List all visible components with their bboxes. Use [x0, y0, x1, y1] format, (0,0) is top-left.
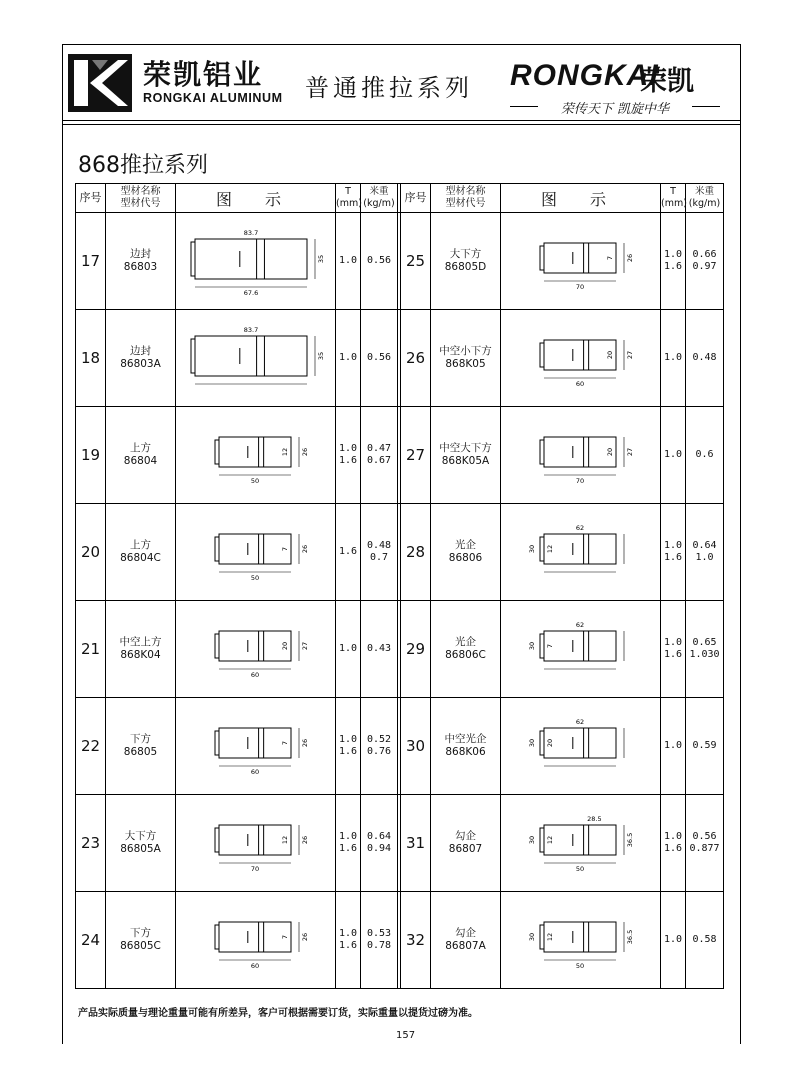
profile-name-cell — [431, 504, 501, 601]
dimension-label: 36.5 — [625, 832, 634, 848]
header-rule-2 — [62, 124, 741, 125]
profile-drawing — [506, 411, 656, 499]
profile-drawing — [506, 702, 656, 790]
weight-cell: 0.56 — [361, 213, 398, 310]
profile-drawing — [181, 702, 331, 790]
dimension-label: 20 — [280, 641, 289, 651]
table-row — [76, 698, 724, 795]
dimension-label: 62 — [575, 621, 584, 629]
dimension-label: 60 — [250, 962, 259, 970]
weight-cell: 0.43 — [361, 601, 398, 698]
header-top-rule — [62, 44, 741, 45]
col-thickness-2: T (mm) — [661, 184, 686, 213]
profile-name-cell — [431, 601, 501, 698]
profile-drawing — [181, 217, 331, 305]
col-thickness: T (mm) — [336, 184, 361, 213]
profile-code: 86806 — [448, 552, 483, 564]
profile-drawing-cell — [501, 795, 661, 892]
table-row — [76, 310, 724, 407]
dimension-label: 7 — [605, 255, 614, 261]
dimension-label: 7 — [545, 643, 554, 649]
thickness-cell: 1.0 — [661, 407, 686, 504]
dimension-label: 36.5 — [625, 929, 634, 945]
dimension-label: 70 — [575, 283, 584, 291]
dimension-label: 60 — [250, 671, 259, 679]
profile-lip — [191, 242, 195, 276]
thickness-cell: 1.0 1.6 — [661, 213, 686, 310]
dimension-label: 20 — [605, 350, 614, 360]
weight-cell: 0.53 0.78 — [361, 892, 398, 989]
profile-outline — [544, 534, 616, 564]
profile-code: 86803 — [123, 261, 158, 273]
table-row — [76, 213, 724, 310]
dimension-label: 62 — [575, 524, 584, 532]
profile-name: 光企 — [455, 539, 476, 551]
profile-name-cell — [106, 601, 176, 698]
profile-drawing — [181, 896, 331, 984]
weight-cell: 0.56 — [361, 310, 398, 407]
profile-drawing-cell — [176, 601, 336, 698]
profile-drawing — [506, 896, 656, 984]
logo2-text-cn: 荣凯 — [640, 66, 694, 97]
profile-name: 上方 — [130, 442, 151, 454]
profile-drawing-cell — [501, 407, 661, 504]
weight-cell: 0.48 0.7 — [361, 504, 398, 601]
profile-name-cell — [431, 310, 501, 407]
weight-cell: 0.64 0.94 — [361, 795, 398, 892]
profile-drawing — [506, 314, 656, 402]
profile-lip — [191, 339, 195, 373]
dimension-label: 67.6 — [243, 289, 258, 297]
dimension-label: 70 — [575, 477, 584, 485]
profile-drawing — [506, 799, 656, 887]
weight-cell: 0.6 — [686, 407, 724, 504]
weight-cell: 0.64 1.0 — [686, 504, 724, 601]
profile-code: 86807A — [445, 940, 486, 952]
row-index: 28 — [401, 504, 431, 601]
profile-name: 光企 — [455, 636, 476, 648]
dimension-label: 20 — [605, 447, 614, 457]
dimension-label: 27 — [625, 447, 634, 457]
profile-name-cell — [106, 795, 176, 892]
profile-code: 86805D — [444, 261, 487, 273]
profile-outline — [195, 239, 307, 279]
profile-drawing — [506, 508, 656, 596]
profile-drawing — [181, 508, 331, 596]
profile-lip — [540, 634, 544, 658]
profile-drawing — [506, 217, 656, 305]
profile-code: 86805 — [123, 746, 158, 758]
thickness-cell: 1.0 — [661, 698, 686, 795]
dimension-label: 7 — [280, 740, 289, 746]
weight-cell: 0.47 0.67 — [361, 407, 398, 504]
dimension-label: 30 — [527, 544, 536, 554]
dimension-label: 26 — [300, 447, 309, 457]
profile-drawing-cell — [501, 310, 661, 407]
thickness-cell: 1.0 1.6 — [661, 601, 686, 698]
profile-drawing-cell — [501, 892, 661, 989]
row-index: 32 — [401, 892, 431, 989]
thickness-cell: 1.0 — [336, 213, 361, 310]
profile-name: 大下方 — [124, 830, 157, 842]
profile-outline — [544, 631, 616, 661]
profile-lip — [540, 537, 544, 561]
profile-drawing-cell — [501, 601, 661, 698]
col-weight: 米重 (kg/m) — [361, 184, 398, 213]
profile-lip — [540, 440, 544, 464]
row-index: 20 — [76, 504, 106, 601]
profile-outline — [195, 336, 307, 376]
brand-name-cn: 荣凯铝业 — [143, 58, 264, 91]
row-index: 22 — [76, 698, 106, 795]
dimension-label: 50 — [250, 477, 259, 485]
profile-drawing — [181, 314, 331, 402]
dimension-label: 27 — [625, 350, 634, 360]
profile-code: 86805C — [120, 940, 161, 952]
dimension-label: 26 — [300, 835, 309, 845]
profile-drawing — [181, 799, 331, 887]
row-index: 17 — [76, 213, 106, 310]
profile-drawing-cell — [176, 504, 336, 601]
profile-code: 86805A — [120, 843, 161, 855]
profile-name: 下方 — [130, 733, 151, 745]
table-row — [76, 601, 724, 698]
dimension-label: 30 — [527, 932, 536, 942]
thickness-cell: 1.0 1.6 — [661, 504, 686, 601]
profile-code: 86804C — [120, 552, 161, 564]
dimension-label: 50 — [575, 865, 584, 873]
dimension-label: 12 — [545, 835, 554, 845]
dimension-label: 28.5 — [586, 815, 602, 823]
weight-cell: 0.59 — [686, 698, 724, 795]
profile-outline — [544, 728, 616, 758]
dimension-label: 35 — [316, 254, 325, 264]
profile-drawing-cell — [176, 407, 336, 504]
profile-lip — [215, 634, 219, 658]
dimension-label: 35 — [316, 351, 325, 361]
profile-drawing-cell — [176, 213, 336, 310]
dimension-label: 70 — [250, 865, 259, 873]
profile-lip — [540, 246, 544, 270]
col-figure: 图 示 — [176, 184, 336, 213]
profile-drawing-cell — [501, 504, 661, 601]
row-index: 30 — [401, 698, 431, 795]
profile-name-cell — [431, 407, 501, 504]
row-index: 19 — [76, 407, 106, 504]
profile-lip — [540, 925, 544, 949]
col-index: 序号 — [76, 184, 106, 213]
row-index: 21 — [76, 601, 106, 698]
profile-drawing-cell — [176, 892, 336, 989]
dimension-label: 30 — [527, 641, 536, 651]
profile-lip — [215, 731, 219, 755]
dimension-label: 26 — [300, 738, 309, 748]
profile-outline — [544, 922, 616, 952]
brand-name-en: RONGKAI ALUMINUM — [143, 91, 283, 105]
thickness-cell: 1.0 1.6 — [661, 795, 686, 892]
dimension-label: 83.7 — [243, 326, 258, 334]
profile-code: 868K06 — [445, 746, 486, 758]
dimension-label: 30 — [527, 835, 536, 845]
dimension-label: 83.7 — [243, 229, 258, 237]
table-header-row — [76, 184, 724, 213]
row-index: 25 — [401, 213, 431, 310]
thickness-cell: 1.0 1.6 — [336, 407, 361, 504]
profile-code: 86807 — [448, 843, 483, 855]
row-index: 26 — [401, 310, 431, 407]
profile-name-cell — [431, 892, 501, 989]
dimension-label: 7 — [280, 546, 289, 552]
profile-name: 边封 — [130, 345, 151, 357]
row-index: 23 — [76, 795, 106, 892]
profile-outline — [544, 825, 616, 855]
profile-spec-table — [75, 183, 724, 989]
profile-lip — [540, 731, 544, 755]
table-row — [76, 795, 724, 892]
left-border — [62, 44, 63, 1044]
dimension-label: 50 — [250, 574, 259, 582]
row-index: 31 — [401, 795, 431, 892]
profile-drawing-cell — [501, 213, 661, 310]
profile-name-cell — [431, 213, 501, 310]
profile-lip — [215, 925, 219, 949]
profile-name: 中空上方 — [119, 636, 162, 648]
right-border — [740, 44, 741, 1044]
profile-name-cell — [106, 213, 176, 310]
profile-name: 勾企 — [455, 830, 476, 842]
weight-cell: 0.48 — [686, 310, 724, 407]
profile-name-cell — [106, 892, 176, 989]
dimension-label: 27 — [300, 641, 309, 651]
weight-cell: 0.65 1.030 — [686, 601, 724, 698]
dimension-label: 26 — [300, 932, 309, 942]
profile-drawing-cell — [176, 795, 336, 892]
thickness-cell: 1.6 — [336, 504, 361, 601]
col-weight-2: 米重 (kg/m) — [686, 184, 724, 213]
col-index-2: 序号 — [401, 184, 431, 213]
dimension-label: 7 — [280, 934, 289, 940]
profile-drawing — [181, 605, 331, 693]
profile-drawing — [506, 605, 656, 693]
profile-name-cell — [106, 310, 176, 407]
row-index: 29 — [401, 601, 431, 698]
dimension-label: 26 — [300, 544, 309, 554]
profile-drawing — [181, 411, 331, 499]
profile-drawing-cell — [176, 698, 336, 795]
brand-logo-icon — [68, 54, 132, 112]
dimension-label: 12 — [280, 835, 289, 845]
profile-code: 868K04 — [120, 649, 161, 661]
profile-name: 中空小下方 — [439, 345, 492, 357]
profile-name-cell — [106, 407, 176, 504]
dimension-label: 12 — [545, 932, 554, 942]
profile-code: 86804 — [123, 455, 158, 467]
dimension-label: 50 — [575, 962, 584, 970]
profile-code: 868K05A — [441, 455, 490, 467]
series-heading: 普通推拉系列 — [305, 74, 473, 102]
logo2-text-en: RONGKAI — [510, 59, 659, 92]
thickness-cell: 1.0 1.6 — [336, 892, 361, 989]
profile-name: 下方 — [130, 927, 151, 939]
weight-cell: 0.52 0.76 — [361, 698, 398, 795]
col-figure-2: 图 示 — [501, 184, 661, 213]
dimension-label: 20 — [545, 738, 554, 748]
profile-name: 中空大下方 — [439, 442, 492, 454]
footnote: 产品实际质量与理论重量可能有所差异，客户可根据需要订货，实际重量以提货过磅为准。 — [78, 1008, 478, 1019]
thickness-cell: 1.0 — [336, 310, 361, 407]
profile-name: 边封 — [130, 248, 151, 260]
weight-cell: 0.58 — [686, 892, 724, 989]
thickness-cell: 1.0 — [336, 601, 361, 698]
profile-name-cell — [106, 698, 176, 795]
dimension-label: 62 — [575, 718, 584, 726]
dimension-label: 12 — [545, 544, 554, 554]
profile-lip — [215, 537, 219, 561]
col-name: 型材名称 型材代号 — [106, 184, 176, 213]
dimension-label: 26 — [625, 253, 634, 263]
weight-cell: 0.66 0.97 — [686, 213, 724, 310]
table-row — [76, 504, 724, 601]
profile-code: 86806C — [445, 649, 486, 661]
profile-lip — [215, 828, 219, 852]
thickness-cell: 1.0 1.6 — [336, 795, 361, 892]
profile-name: 上方 — [130, 539, 151, 551]
page-number: 157 — [396, 1030, 416, 1041]
profile-name-cell — [431, 698, 501, 795]
table-row — [76, 892, 724, 989]
profile-lip — [540, 343, 544, 367]
profile-drawing-cell — [176, 310, 336, 407]
dimension-label: 12 — [280, 447, 289, 457]
profile-name: 大下方 — [449, 248, 482, 260]
profile-lip — [540, 828, 544, 852]
profile-name-cell — [431, 795, 501, 892]
profile-name-cell — [106, 504, 176, 601]
row-index: 18 — [76, 310, 106, 407]
dimension-label: 60 — [250, 768, 259, 776]
thickness-cell: 1.0 — [661, 892, 686, 989]
dimension-label: 30 — [527, 738, 536, 748]
slogan: 荣传天下 凯旋中华 — [510, 98, 720, 117]
profile-name: 勾企 — [455, 927, 476, 939]
weight-cell: 0.56 0.877 — [686, 795, 724, 892]
profile-code: 86803A — [120, 358, 161, 370]
profile-lip — [215, 440, 219, 464]
dimension-label: 60 — [575, 380, 584, 388]
page-title: 868推拉系列 — [78, 153, 208, 178]
profile-code: 868K05 — [445, 358, 486, 370]
row-index: 24 — [76, 892, 106, 989]
profile-drawing-cell — [501, 698, 661, 795]
thickness-cell: 1.0 1.6 — [336, 698, 361, 795]
row-index: 27 — [401, 407, 431, 504]
header-rule — [62, 120, 741, 121]
profile-name: 中空光企 — [444, 733, 487, 745]
col-name-2: 型材名称 型材代号 — [431, 184, 501, 213]
thickness-cell: 1.0 — [661, 310, 686, 407]
table-row — [76, 407, 724, 504]
